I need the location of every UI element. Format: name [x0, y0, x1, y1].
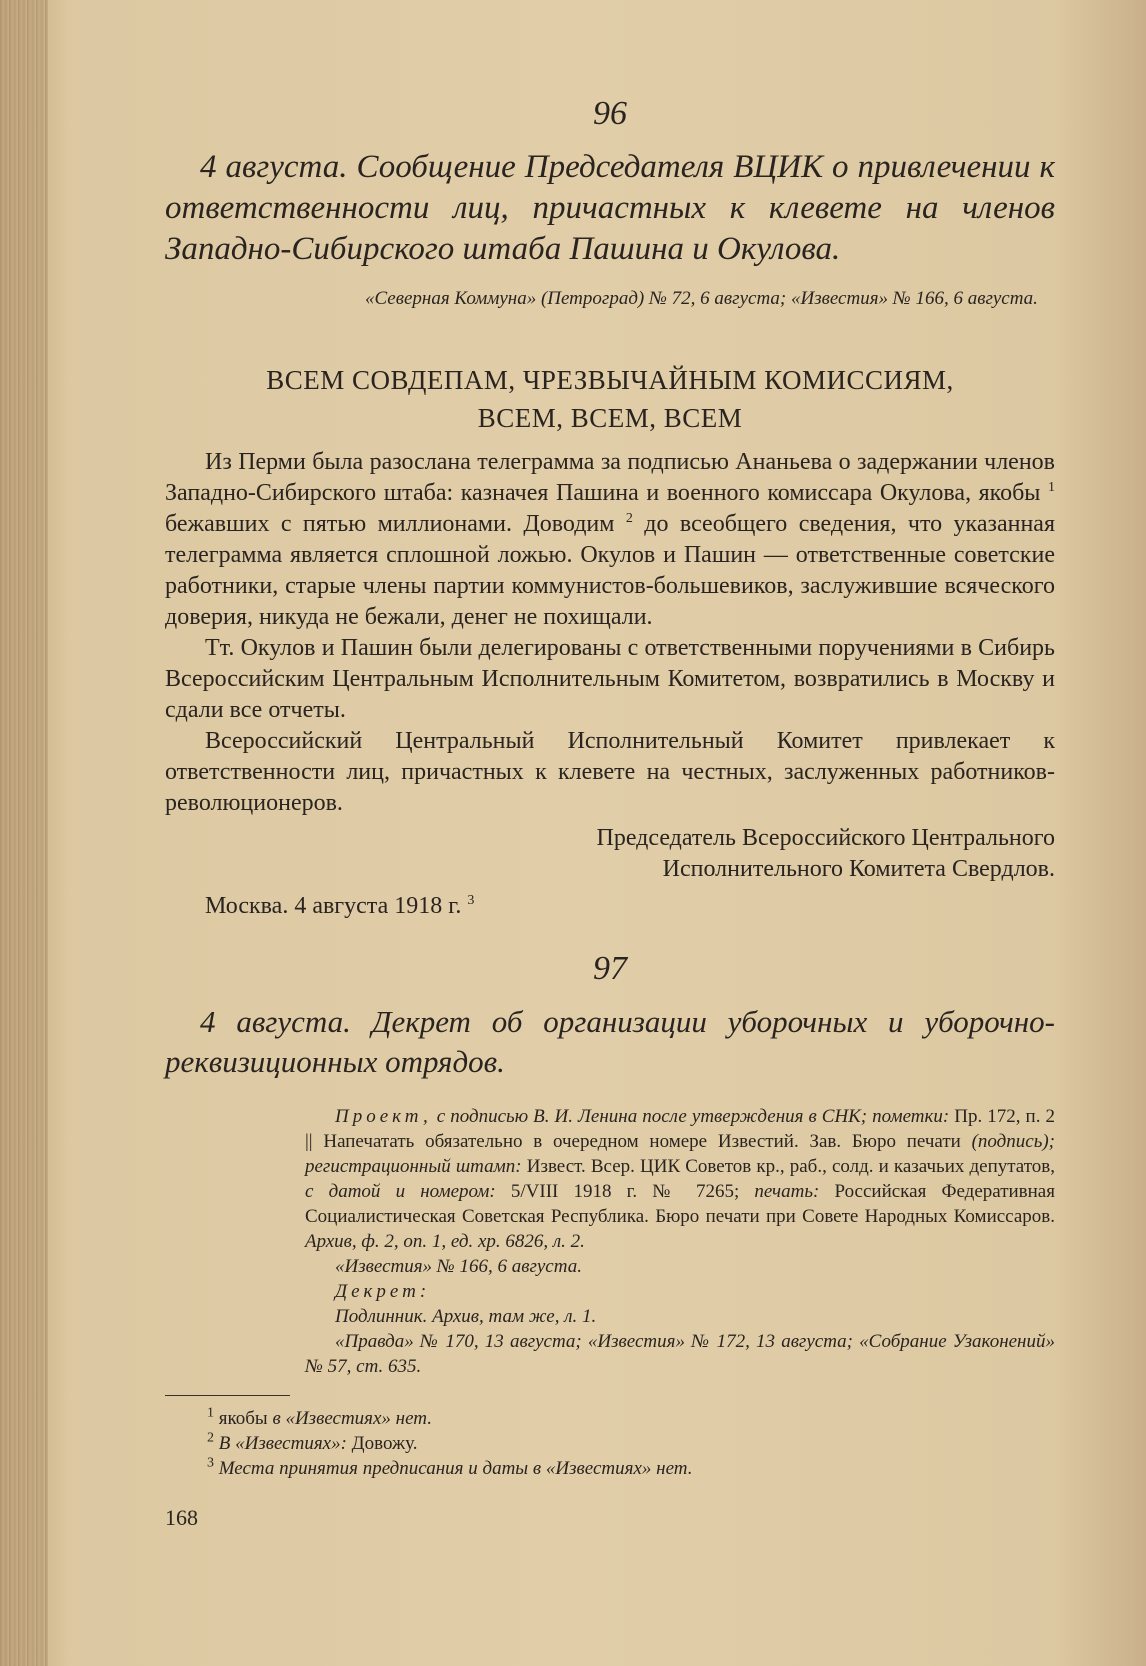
telegram-title-line-2: ВСЕМ, ВСЕМ, ВСЕМ	[477, 403, 743, 433]
footnote-2-b: Довожу.	[351, 1433, 418, 1454]
document-heading-97: 4 августа. Декрет об организации уборочных и уборочно-реквизиционных отрядов.	[165, 1004, 1055, 1079]
archival-note-1	[305, 1104, 1055, 1254]
note-1-it2: (подпись); регистрационный штамп:	[305, 1131, 1055, 1177]
footnote-ref-3: 3	[467, 893, 475, 908]
footnote-2-number: 2	[207, 1430, 214, 1446]
footnote-divider	[165, 1395, 290, 1396]
telegram-title-line-1: ВСЕМ СОВДЕПАМ, ЧРЕЗВЫЧАЙНЫМ КОМИССИЯМ,	[266, 365, 954, 395]
archival-note-4: Подлинник. Архив, там же, л. 1.	[335, 1306, 597, 1327]
paragraph-1-part-c: до всеобщего сведения, что указанная телеграмма является сплошной ложью. Окулов и Пашин — ответственные советские работники, старые члены партии коммунистов-большевиков, заслужившие всяческого доверия, никуда не бежали, денег не похищали.	[165, 511, 1056, 630]
footnote-1-number: 1	[207, 1405, 214, 1421]
footnote-1	[207, 1406, 1055, 1431]
paragraph-1-part-a: Из Перми была разослана телеграмма за подписью Ананьева о задержании членов Западно-Сибирского штаба: казначея Пашина и военного комиссара Окулова, якобы	[165, 449, 1055, 506]
footnote-1-a: якобы	[214, 1408, 273, 1429]
footnote-3-a: Места принятия предписания и даты в «Известиях» нет.	[214, 1458, 693, 1479]
paragraph-1	[165, 447, 1055, 633]
document-number-97: 97	[593, 950, 627, 987]
note-1-it4: печать:	[754, 1181, 835, 1202]
book-spine	[0, 0, 48, 1666]
footnote-3	[207, 1456, 1055, 1481]
note-1-r3: 5/VIII 1918 г. № 7265;	[510, 1181, 755, 1202]
signature-line-2: Исполнительного Комитета Свердлов.	[662, 856, 1055, 882]
signature-block	[165, 823, 1055, 885]
note-1-r2: Извест. Всер. ЦИК Советов кр., раб., солд. и казачьих депутатов,	[526, 1156, 1056, 1177]
place-date-text: Москва. 4 августа 1918 г.	[205, 893, 468, 919]
paragraph-1-part-b: бежавших с пятью миллионами. Доводим	[165, 511, 626, 537]
note-1-r4: Российская Федеративная Социалистическая Советская Республика. Бюро печати при Совете Народных Комиссаров.	[305, 1181, 1055, 1227]
footnote-3-number: 3	[207, 1455, 214, 1471]
footnote-ref-1: 1	[1048, 480, 1055, 495]
document-source-96: «Северная Коммуна» (Петроград) № 72, 6 августа; «Известия» № 166, 6 августа.	[365, 288, 1038, 309]
footnote-2	[207, 1431, 1055, 1456]
document-number-96: 96	[593, 95, 627, 132]
paragraph-3: Всероссийский Центральный Исполнительный Комитет привлекает к ответственности лиц, причастных к клевете на честных, заслуженных работников-революционеров.	[165, 728, 1055, 816]
telegram-title	[165, 361, 1055, 437]
signature-line-1: Председатель Всероссийского Центрального	[596, 825, 1055, 851]
note-1-r1: Пр. 172, п. 2 || Напечатать обязательно в очередном номере Известий. Зав. Бюро печати	[305, 1106, 1055, 1152]
footnote-1-b: в «Известиях» нет.	[272, 1408, 432, 1429]
archival-note-3: Декрет:	[335, 1281, 431, 1302]
paragraph-2: Тт. Окулов и Пашин были делегированы с ответственными поручениями в Сибирь Всероссийским Центральным Исполнительным Комитетом, возвратились в Москву и сдали все отчеты.	[165, 635, 1055, 723]
note-1-project: Проект,	[335, 1106, 432, 1127]
archival-note-2: «Известия» № 166, 6 августа.	[335, 1256, 582, 1277]
note-1-it5: Архив, ф. 2, оп. 1, ед. хр. 6826, л. 2.	[305, 1231, 585, 1252]
archival-notes-97	[305, 1104, 1055, 1379]
place-and-date	[205, 891, 1055, 922]
footnotes	[207, 1406, 1055, 1481]
page-content	[165, 95, 1055, 1531]
page-number: 168	[165, 1505, 198, 1530]
document-heading-96: 4 августа. Сообщение Председателя ВЦИК о привлечении к ответственности лиц, причастных к клевете на членов Западно-Сибирского штаба Пашина и Окулова.	[165, 149, 1055, 267]
note-1-it3: с датой и номером:	[305, 1181, 511, 1202]
footnote-ref-2: 2	[625, 511, 633, 526]
footnote-2-a: В «Известиях»:	[214, 1433, 352, 1454]
note-1-it1: с подписью В. И. Ленина после утверждения в СНК; пометки:	[431, 1106, 955, 1127]
archival-note-5: «Правда» № 170, 13 августа; «Известия» № 172, 13 августа; «Собрание Узаконений» № 57, ст. 635.	[305, 1331, 1055, 1377]
